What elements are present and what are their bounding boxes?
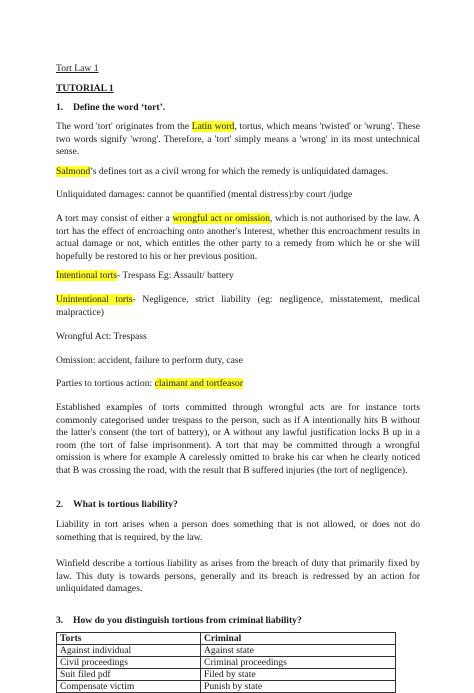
- table-cell: Civil proceedings: [57, 657, 201, 669]
- paragraph-unintentional-torts: [56, 294, 420, 319]
- table-cell: Criminal proceedings: [201, 657, 396, 669]
- paragraph-intentional-torts: [56, 270, 420, 283]
- paragraph-liability: Liability in tort arises when a person does something that is not allowed, or does not do something that is required, by the law.: [56, 519, 420, 543]
- paragraph-wrongful-act-trespass: Wrongful Act: Trespass: [56, 331, 147, 342]
- question-number: 3.: [56, 615, 64, 626]
- question-number: 1.: [56, 102, 64, 113]
- table-header-row: [57, 633, 396, 645]
- paragraph-salmond: [56, 166, 420, 179]
- paragraph-winfield: Winfield describe a tortious liability as arises from the breach of duty that primarily fixed by law. This duty is towards persons, generally and its breach is redressed by an action for unliquidated damages.: [56, 558, 420, 595]
- text-run: The word 'tort' originates from the: [56, 121, 192, 132]
- table-row: [57, 669, 396, 681]
- paragraph-parties: [56, 378, 420, 391]
- table-row: [57, 657, 396, 669]
- tutorial-heading: TUTORIAL 1: [56, 83, 114, 94]
- highlight: claimant and tortfeasor: [154, 378, 244, 389]
- paragraph-examples: Established examples of torts committed through wrongful acts are for instance torts commonly categorised under trespass to the person, such as if A intentionally hits B without the latter's consent (the tort of battery), or A without any lawful justification locks B up in a room (the tort of false imprisonment). A tort that may be committed through a wrongful omission is where for example A carelessly omitted to brake his car when he clearly noticed that B was crossing the road, with the result that B suffered injuries (the tort of negligence).: [56, 402, 420, 476]
- question-text: How do you distinguish tortious from criminal liability?: [73, 615, 302, 626]
- table-cell: Against individual: [57, 645, 201, 657]
- table-header-cell: Torts: [57, 633, 201, 645]
- document-title: Tort Law 1: [56, 63, 99, 74]
- table-cell: Filed by state: [201, 669, 396, 681]
- text-run: , tortus, which means 'twisted' or 'wrung'. These two words signify 'wrong'. Therefore, a 'tort' simply means a 'wrong' in its most untechnical sense.: [56, 121, 420, 158]
- highlight: Unintentional torts: [56, 294, 133, 305]
- table-cell: Punish by state: [201, 681, 396, 693]
- table-cell: Suit filed pdf: [57, 669, 201, 681]
- question-3: [56, 615, 302, 628]
- paragraph-unliquidated: Unliquidated damages: cannot be quantified (mental distress):by court /judge: [56, 189, 353, 200]
- text-run: - Trespass Eg: Assault/ battery: [117, 270, 234, 281]
- table-cell: Against state: [201, 645, 396, 657]
- question-1: [56, 102, 165, 115]
- comparison-table: [56, 632, 396, 693]
- table-header-cell: Criminal: [201, 633, 396, 645]
- question-text: What is tortious liability?: [73, 499, 178, 510]
- text-run: - Negligence, strict liability (eg: negligence, misstatement, medical malpractice): [56, 294, 420, 318]
- text-run: ’s defines tort as a civil wrong for which the remedy is unliquidated damages.: [90, 166, 388, 177]
- text-run: A tort may consist of either a: [56, 213, 173, 224]
- paragraph-origin: [56, 121, 420, 159]
- highlight: Intentional torts: [56, 270, 118, 281]
- question-text: Define the word ‘tort’.: [73, 102, 166, 113]
- paragraph-omission: Omission: accident, failure to perform duty, case: [56, 355, 243, 366]
- text-run: Parties to tortious action:: [56, 378, 155, 389]
- question-2: [56, 499, 178, 512]
- table-row: [57, 645, 396, 657]
- table-row: [57, 681, 396, 693]
- table-cell: Compensate victim: [57, 681, 201, 693]
- text-run: , which is not authorised by the law. A tort has the effect of encroaching onto another's Interest, whether this encroachment results in actual damage or not, which entitles the other party to a remedy from which he or she will hopefully be restored to his or her previous position.: [56, 213, 420, 262]
- highlight: wrongful act or omission: [172, 213, 270, 224]
- highlight: Latin word: [191, 121, 235, 132]
- paragraph-wrongful-act: [56, 213, 420, 263]
- question-number: 2.: [56, 499, 64, 510]
- highlight: Salmond: [56, 166, 91, 177]
